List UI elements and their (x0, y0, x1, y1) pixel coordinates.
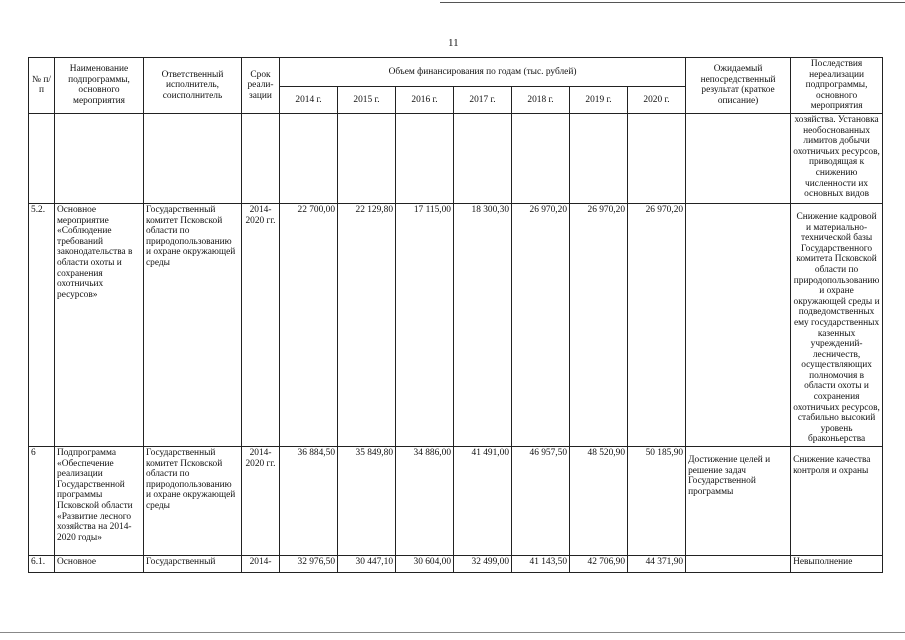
header-result: Ожидаемый непосредственный результат (краткое описание) (686, 58, 791, 114)
cell-value-2020: 44 371,90 (628, 556, 686, 573)
cell-num: 6 (29, 447, 55, 556)
cell-value-2016: 17 115,00 (396, 203, 454, 446)
header-funding: Объем финансирования по годам (тыс. рублей) (280, 58, 686, 87)
cell-value-2014: 36 884,50 (280, 447, 338, 556)
cell-responsible: Государственный комитет Псковской области по природопользованию и охране окружающей среды (144, 447, 242, 556)
header-responsible: Ответственный исполнитель, соисполнитель (144, 58, 242, 114)
cell-value-2016: 30 604,00 (396, 556, 454, 573)
cell-name-line2: «Соблюдение требований законодательства в области охоты и сохранения охотничьих ресурсов» (57, 226, 133, 300)
cell-result (686, 203, 791, 446)
cell-value-2015: 22 129,80 (338, 203, 396, 446)
cell-num: 6.1. (29, 556, 55, 573)
cell-consequences (791, 447, 883, 556)
header-name: Наименование подпрограммы, основного мероприятия (55, 58, 144, 114)
table-row-6-1 (29, 556, 883, 573)
year-2019: 2019 г. (570, 86, 628, 113)
cell-name (55, 203, 144, 446)
cell-consequences: Невыполнение (791, 556, 883, 573)
cell-value-2018: 41 143,50 (512, 556, 570, 573)
cell-result (686, 447, 791, 556)
cell-value-2015: 35 849,80 (338, 447, 396, 556)
cell-consequences-continued: хозяйства. Установка необоснованных лимитов добычи охотничьих ресурсов, приводящая к снижению численности их основных видов (791, 113, 883, 203)
cell-value-2020: 50 185,90 (628, 447, 686, 556)
table-row-5-2 (29, 203, 883, 446)
header-term: Срок реали-зации (242, 58, 280, 114)
table-row-continuation (29, 113, 883, 203)
cell-name: Подпрограмма «Обеспечение реализации Государственной программы Псковской области «Развитие лесного хозяйства на 2014-2020 годы» (55, 447, 144, 556)
cell-consequences-text: Снижение кадровой и материально-технической базы Государственного комитета Псковской области по природопользованию и охране окружающей среды и подведомственных ему государственных казенных учреждений-лесничеств, осуществляющих полномочия в области охоты и сохранения охотничьих ресурсов, стабильно высокий уровень браконьерства (793, 211, 880, 445)
program-table (28, 57, 883, 573)
cell-value-2018: 46 957,50 (512, 447, 570, 556)
cell-value-2018: 26 970,20 (512, 203, 570, 446)
cell-value-2017: 41 491,00 (454, 447, 512, 556)
cell-consequences-text: Снижение качества контроля и охраны (793, 455, 871, 476)
cell-result (686, 556, 791, 573)
cell-value-2017: 32 499,00 (454, 556, 512, 573)
cell-value-2016: 34 886,00 (396, 447, 454, 556)
cell-responsible: Государственный комитет Псковской области по природопользованию и охране окружающей среды (144, 203, 242, 446)
year-2014: 2014 г. (280, 86, 338, 113)
cell-term: 2014- (242, 556, 280, 573)
header-row (29, 58, 883, 87)
year-2016: 2016 г. (396, 86, 454, 113)
cell-name: Основное (55, 556, 144, 573)
header-no: № п/п (29, 58, 55, 114)
year-2018: 2018 г. (512, 86, 570, 113)
cell-value-2014: 32 976,50 (280, 556, 338, 573)
scan-edge-top (440, 2, 905, 3)
cell-term: 2014-2020 гг. (242, 447, 280, 556)
cell-num: 5.2. (29, 203, 55, 446)
cell-consequences (791, 203, 883, 446)
cell-name-line1: Основное мероприятие (57, 204, 109, 226)
cell-value-2014: 22 700,00 (280, 203, 338, 446)
cell-value-2019: 26 970,20 (570, 203, 628, 446)
year-2020: 2020 г. (628, 86, 686, 113)
scan-edge-bottom (0, 632, 905, 633)
cell-value-2020: 26 970,20 (628, 203, 686, 446)
cell-value-2019: 48 520,90 (570, 447, 628, 556)
year-2015: 2015 г. (338, 86, 396, 113)
cell-term: 2014-2020 гг. (242, 203, 280, 446)
header-consequences: Последствия нереализации подпрограммы, основного мероприятия (791, 58, 883, 114)
cell-value-2019: 42 706,90 (570, 556, 628, 573)
year-2017: 2017 г. (454, 86, 512, 113)
cell-value-2015: 30 447,10 (338, 556, 396, 573)
table-row-6 (29, 447, 883, 556)
cell-responsible: Государственный (144, 556, 242, 573)
page-number: 11 (448, 37, 459, 49)
cell-value-2017: 18 300,30 (454, 203, 512, 446)
cell-result-text: Достижение целей и решение задач Государственной программы (688, 455, 771, 497)
